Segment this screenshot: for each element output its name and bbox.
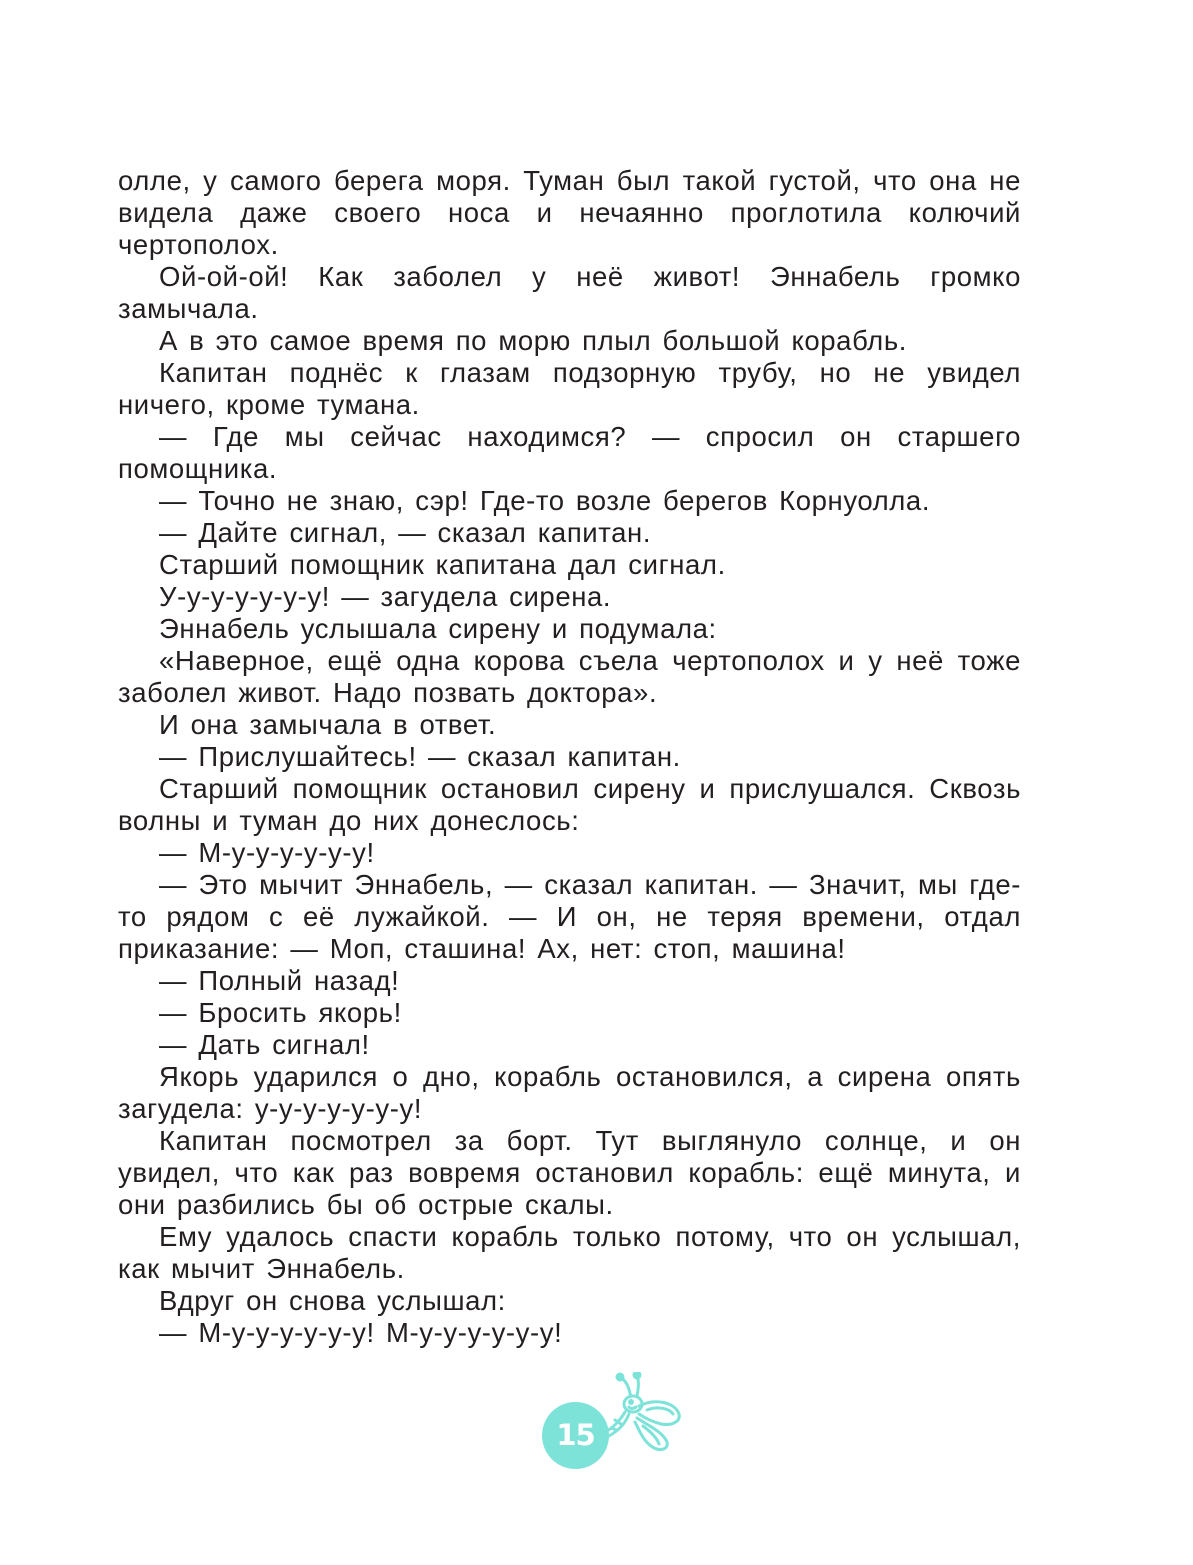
paragraph: Вдруг он снова услышал:: [159, 1285, 506, 1316]
dialogue-line: — Дайте сигнал, — сказал капитан.: [159, 517, 652, 548]
dialogue-line: — Прислушайтесь! — сказал капитан.: [159, 741, 681, 772]
paragraph: Капитан поднёс к глазам подзорную трубу, но не увидел ничего, кроме тумана.: [118, 357, 1021, 420]
paragraph: Ему удалось спасти корабль только потому, что он услышал, как мычит Эннабель.: [118, 1221, 1021, 1284]
dialogue-line: — Дать сигнал!: [159, 1029, 370, 1060]
paragraph: Старший помощник капитана дал сигнал.: [159, 549, 726, 580]
butterfly-icon: [595, 1372, 690, 1467]
paragraph: Капитан посмотрел за борт. Тут выглянуло солнце, и он увидел, что как раз вовремя остановил корабль: ещё минута, и они разбились бы об острые скалы.: [118, 1125, 1021, 1220]
dialogue-line: — М-у-у-у-у-у-у! М-у-у-у-у-у-у!: [159, 1317, 563, 1348]
paragraph: У-у-у-у-у-у-у! — загудела сирена.: [159, 581, 612, 612]
paragraph: Якорь ударился о дно, корабль остановился, а сирена опять загудела: у-у-у-у-у-у-у!: [118, 1061, 1021, 1124]
dialogue-line: — Бросить якорь!: [159, 997, 402, 1028]
dialogue-line: — Где мы сейчас находимся? — спросил он старшего помощника.: [118, 421, 1021, 484]
dialogue-line: — М-у-у-у-у-у-у!: [159, 837, 375, 868]
paragraph: И она замычала в ответ.: [159, 709, 497, 740]
page-number: 15: [556, 1418, 595, 1452]
dialogue-line: — Полный назад!: [159, 965, 400, 996]
paragraph: Ой-ой-ой! Как заболел у неё живот! Эннабель громко замычала.: [118, 261, 1021, 324]
dialogue-line: — Точно не знаю, сэр! Где-то возле берегов Корнуолла.: [159, 485, 931, 516]
paragraph: олле, у самого берега моря. Туман был такой густой, что она не видела даже своего носа и нечаянно проглотила колючий чертополох.: [118, 165, 1021, 260]
dialogue-line: — Это мычит Эннабель, — сказал капитан. — Значит, мы где-то рядом с её лужайкой. — И он, не теряя времени, отдал приказание: — Моп, сташина! Ах, нет: стоп, машина!: [118, 869, 1021, 964]
paragraph: «Наверное, ещё одна корова съела чертополох и у неё тоже заболел живот. Надо позвать доктора».: [118, 645, 1021, 708]
paragraph: Эннабель услышала сирену и подумала:: [159, 613, 717, 644]
paragraph: А в это самое время по морю плыл большой корабль.: [159, 325, 907, 356]
paragraph: Старший помощник остановил сирену и прислушался. Сквозь волны и туман до них донеслось:: [118, 773, 1021, 836]
story-text: [118, 165, 1021, 1349]
page-number-badge: [540, 1372, 690, 1472]
